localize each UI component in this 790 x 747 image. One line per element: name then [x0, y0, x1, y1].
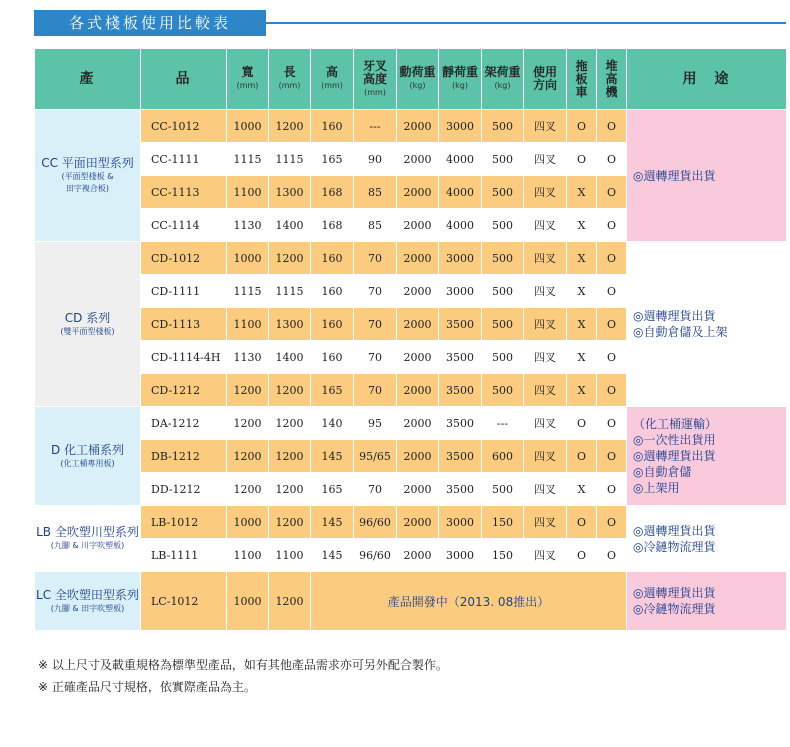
cell-dynamic-load: 2000	[397, 539, 439, 572]
header-direction	[524, 49, 567, 110]
cell-code: CD-1212	[141, 374, 227, 407]
header-width	[227, 49, 269, 110]
cell-code: DA-1212	[141, 407, 227, 440]
cell-height: 145	[311, 506, 354, 539]
usage-line-lb-2: ◎冷鏈物流理貨	[633, 539, 716, 554]
cell-width: 1200	[227, 473, 269, 506]
series-sub-d: (化工桶專用板)	[60, 458, 115, 468]
cell-length: 1200	[269, 110, 311, 143]
cell-length: 1200	[269, 440, 311, 473]
cell-rack-load: 500	[482, 209, 524, 242]
cell-dynamic-load: 2000	[397, 275, 439, 308]
cell-pallet-truck: X	[567, 242, 597, 275]
series-name-lc: LC 全吹塑田型系列	[36, 587, 139, 602]
cell-height: 160	[311, 341, 354, 374]
cell-height: 165	[311, 374, 354, 407]
title-underline	[266, 22, 786, 24]
cell-stacker: O	[597, 110, 627, 143]
header-fork-height	[354, 49, 397, 110]
usage-cell-cd	[627, 242, 787, 407]
cell-pallet-truck: X	[567, 176, 597, 209]
cell-rack-load: 500	[482, 473, 524, 506]
cell-fork-height: 70	[354, 275, 397, 308]
cell-rack-load: 500	[482, 242, 524, 275]
lc-status: 產品開發中（2013. 08推出）	[311, 572, 627, 631]
table-row-lc	[35, 572, 787, 631]
cell-dynamic-load: 2000	[397, 341, 439, 374]
cell-code: CC-1114	[141, 209, 227, 242]
header-row	[35, 49, 787, 110]
cell-fork-height: 70	[354, 341, 397, 374]
table-row	[35, 242, 787, 275]
cell-height: 160	[311, 242, 354, 275]
cell-static-load: 3500	[439, 473, 482, 506]
cell-stacker: O	[597, 506, 627, 539]
cell-code: CD-1114-4H	[141, 341, 227, 374]
cell-code: LB-1111	[141, 539, 227, 572]
cell-fork-height: 70	[354, 308, 397, 341]
cell-direction: 四叉	[524, 473, 567, 506]
lc-length: 1200	[269, 572, 311, 631]
cell-dynamic-load: 2000	[397, 209, 439, 242]
series-sub-cc: (平面型棧板 & 田字複合板)	[61, 172, 114, 193]
cell-code: DB-1212	[141, 440, 227, 473]
cell-width: 1100	[227, 176, 269, 209]
cell-dynamic-load: 2000	[397, 242, 439, 275]
usage-cell-lb	[627, 506, 787, 572]
cell-height: 145	[311, 539, 354, 572]
header-usage: 用 途	[627, 49, 787, 110]
cell-code: CC-1113	[141, 176, 227, 209]
cell-rack-load: 600	[482, 440, 524, 473]
series-name-cc: CC 平面田型系列	[41, 156, 134, 170]
cell-static-load: 3000	[439, 539, 482, 572]
header-pallet-truck	[567, 49, 597, 110]
header-stacker	[597, 49, 627, 110]
cell-direction: 四叉	[524, 176, 567, 209]
cell-static-load: 3500	[439, 407, 482, 440]
cell-width: 1000	[227, 110, 269, 143]
cell-width: 1200	[227, 407, 269, 440]
cell-dynamic-load: 2000	[397, 440, 439, 473]
cell-fork-height: 90	[354, 143, 397, 176]
series-cell-lc	[35, 572, 141, 631]
cell-length: 1400	[269, 341, 311, 374]
cell-stacker: O	[597, 473, 627, 506]
header-width-label: 寬	[241, 65, 254, 79]
cell-stacker: O	[597, 341, 627, 374]
cell-direction: 四叉	[524, 374, 567, 407]
usage-line-d-2: ◎一次性出貨用	[633, 433, 716, 447]
cell-fork-height: 70	[354, 473, 397, 506]
cell-height: 145	[311, 440, 354, 473]
cell-dynamic-load: 2000	[397, 176, 439, 209]
header-dynamic-unit: (kg)	[409, 81, 426, 90]
series-name-d: D 化工桶系列	[50, 442, 125, 457]
usage-lc-2: ◎冷鏈物流理貨	[633, 602, 716, 616]
cell-static-load: 3500	[439, 440, 482, 473]
cell-pallet-truck: X	[567, 341, 597, 374]
cell-width: 1000	[227, 506, 269, 539]
cell-static-load: 3500	[439, 374, 482, 407]
series-sub-lc: (九腳 & 田字吹塑板)	[50, 603, 125, 613]
cell-length: 1400	[269, 209, 311, 242]
cell-rack-load: 500	[482, 110, 524, 143]
cell-height: 168	[311, 209, 354, 242]
header-height	[311, 49, 354, 110]
cell-length: 1300	[269, 308, 311, 341]
header-fork-height-unit: (mm)	[364, 87, 386, 97]
cell-length: 1100	[269, 539, 311, 572]
usage-line-d-4: ◎自動倉儲	[633, 465, 692, 479]
cell-length: 1200	[269, 374, 311, 407]
cell-dynamic-load: 2000	[397, 308, 439, 341]
cell-height: 165	[311, 473, 354, 506]
usage-cell-lc	[627, 572, 787, 631]
cell-length: 1200	[269, 473, 311, 506]
series-name-cd: CD 系列	[64, 310, 111, 325]
cell-pallet-truck: O	[567, 440, 597, 473]
series-cell-cc	[35, 110, 141, 242]
cell-length: 1200	[269, 242, 311, 275]
cell-stacker: O	[597, 242, 627, 275]
cell-stacker: O	[597, 308, 627, 341]
cell-rack-load: 500	[482, 143, 524, 176]
cell-rack-load: 500	[482, 275, 524, 308]
cell-pallet-truck: X	[567, 308, 597, 341]
cell-fork-height: ---	[354, 110, 397, 143]
cell-code: CD-1111	[141, 275, 227, 308]
cell-code: CC-1111	[141, 143, 227, 176]
cell-fork-height: 96/60	[354, 506, 397, 539]
header-static-load	[439, 49, 482, 110]
usage-cell-cc	[627, 110, 787, 242]
cell-height: 165	[311, 143, 354, 176]
comparison-table-wrap	[34, 48, 786, 631]
cell-direction: 四叉	[524, 440, 567, 473]
cell-static-load: 3000	[439, 110, 482, 143]
cell-pallet-truck: O	[567, 506, 597, 539]
cell-rack-load: 500	[482, 341, 524, 374]
title-bar	[34, 10, 786, 36]
lc-width: 1000	[227, 572, 269, 631]
cell-stacker: O	[597, 143, 627, 176]
cell-height: 140	[311, 407, 354, 440]
series-name-lb: LB 全吹塑川型系列	[36, 525, 139, 539]
header-pallet-truck-label: 拖板車	[575, 58, 588, 99]
cell-code: CD-1113	[141, 308, 227, 341]
usage-line-cd-2: ◎自動倉儲及上架	[633, 325, 728, 339]
header-product-2: 品	[141, 49, 227, 110]
cell-direction: 四叉	[524, 143, 567, 176]
header-direction-2: 方向	[532, 78, 557, 92]
header-stacker-label: 堆高機	[605, 58, 618, 99]
cell-direction: 四叉	[524, 539, 567, 572]
cell-fork-height: 95/65	[354, 440, 397, 473]
cell-stacker: O	[597, 440, 627, 473]
cell-rack-load: 150	[482, 539, 524, 572]
page-title: 各式棧板使用比較表	[34, 10, 266, 36]
table-row	[35, 506, 787, 539]
footnote-1: ※ 以上尺寸及載重規格為標準型產品，如有其他產品需求亦可另外配合製作。	[38, 658, 448, 672]
cell-static-load: 4000	[439, 143, 482, 176]
usage-lc-1: ◎週轉理貨出貨	[633, 586, 716, 600]
cell-width: 1100	[227, 308, 269, 341]
table-row	[35, 407, 787, 440]
usage-line-d-3: ◎週轉理貨出貨	[633, 449, 716, 463]
cell-length: 1200	[269, 407, 311, 440]
cell-length: 1115	[269, 143, 311, 176]
cell-direction: 四叉	[524, 308, 567, 341]
cell-fork-height: 85	[354, 209, 397, 242]
usage-line-cd-1: ◎週轉理貨出貨	[633, 309, 716, 323]
usage-line-d-1: （化工桶運輸）	[633, 417, 718, 431]
cell-direction: 四叉	[524, 506, 567, 539]
cell-static-load: 4000	[439, 176, 482, 209]
cell-dynamic-load: 2000	[397, 506, 439, 539]
header-height-label: 高	[325, 65, 338, 79]
usage-line-cc-1: ◎週轉理貨出貨	[633, 168, 716, 183]
header-static-unit: (kg)	[452, 81, 468, 90]
cell-static-load: 3500	[439, 341, 482, 374]
cell-static-load: 4000	[439, 209, 482, 242]
header-rack-unit: (kg)	[494, 81, 511, 90]
usage-line-d-5: ◎上架用	[633, 481, 680, 495]
cell-height: 160	[311, 308, 354, 341]
cell-rack-load: ---	[482, 407, 524, 440]
cell-width: 1115	[227, 275, 269, 308]
footnotes	[38, 654, 778, 698]
cell-code: DD-1212	[141, 473, 227, 506]
cell-direction: 四叉	[524, 209, 567, 242]
cell-static-load: 3000	[439, 506, 482, 539]
cell-width: 1200	[227, 440, 269, 473]
header-direction-1: 使用	[532, 65, 557, 79]
cell-stacker: O	[597, 176, 627, 209]
header-product-1: 產	[35, 49, 141, 110]
header-dynamic-label: 動荷重	[399, 65, 436, 79]
cell-dynamic-load: 2000	[397, 374, 439, 407]
cell-dynamic-load: 2000	[397, 407, 439, 440]
header-rack-load	[482, 49, 524, 110]
cell-length: 1115	[269, 275, 311, 308]
cell-width: 1000	[227, 242, 269, 275]
cell-pallet-truck: X	[567, 473, 597, 506]
cell-height: 160	[311, 275, 354, 308]
cell-code: CD-1012	[141, 242, 227, 275]
cell-pallet-truck: X	[567, 209, 597, 242]
cell-direction: 四叉	[524, 242, 567, 275]
usage-line-lb-1: ◎週轉理貨出貨	[633, 523, 716, 538]
cell-width: 1100	[227, 539, 269, 572]
cell-length: 1200	[269, 506, 311, 539]
cell-dynamic-load: 2000	[397, 473, 439, 506]
cell-stacker: O	[597, 209, 627, 242]
header-length-label: 長	[283, 65, 296, 79]
header-height-unit: (mm)	[321, 81, 343, 90]
cell-pallet-truck: O	[567, 407, 597, 440]
cell-pallet-truck: X	[567, 275, 597, 308]
cell-rack-load: 500	[482, 176, 524, 209]
cell-pallet-truck: O	[567, 110, 597, 143]
series-cell-lb	[35, 506, 141, 572]
cell-code: CC-1012	[141, 110, 227, 143]
header-fork-height-1: 牙叉	[362, 58, 387, 73]
cell-stacker: O	[597, 374, 627, 407]
header-dynamic-load	[397, 49, 439, 110]
cell-width: 1130	[227, 341, 269, 374]
cell-direction: 四叉	[524, 341, 567, 374]
header-width-unit: (mm)	[236, 81, 259, 90]
cell-static-load: 3000	[439, 242, 482, 275]
table-body	[35, 110, 787, 631]
header-fork-height-2: 高度	[362, 71, 387, 86]
cell-direction: 四叉	[524, 407, 567, 440]
cell-direction: 四叉	[524, 110, 567, 143]
cell-code: LB-1012	[141, 506, 227, 539]
series-cell-d	[35, 407, 141, 506]
cell-fork-height: 70	[354, 374, 397, 407]
cell-rack-load: 500	[482, 374, 524, 407]
cell-length: 1300	[269, 176, 311, 209]
header-rack-label: 架荷重	[484, 65, 521, 79]
cell-width: 1200	[227, 374, 269, 407]
lc-code: LC-1012	[141, 572, 227, 631]
cell-rack-load: 500	[482, 308, 524, 341]
series-cell-cd	[35, 242, 141, 407]
pallet-comparison-table	[34, 48, 787, 631]
cell-direction: 四叉	[524, 275, 567, 308]
cell-height: 160	[311, 110, 354, 143]
cell-fork-height: 95	[354, 407, 397, 440]
cell-stacker: O	[597, 275, 627, 308]
cell-pallet-truck: O	[567, 143, 597, 176]
cell-height: 168	[311, 176, 354, 209]
cell-dynamic-load: 2000	[397, 110, 439, 143]
cell-pallet-truck: O	[567, 539, 597, 572]
table-row	[35, 110, 787, 143]
cell-width: 1130	[227, 209, 269, 242]
cell-static-load: 3000	[439, 275, 482, 308]
cell-fork-height: 85	[354, 176, 397, 209]
cell-fork-height: 70	[354, 242, 397, 275]
header-static-label: 靜荷重	[441, 65, 478, 79]
cell-width: 1115	[227, 143, 269, 176]
cell-rack-load: 150	[482, 506, 524, 539]
cell-dynamic-load: 2000	[397, 143, 439, 176]
cell-fork-height: 96/60	[354, 539, 397, 572]
cell-pallet-truck: X	[567, 374, 597, 407]
cell-stacker: O	[597, 539, 627, 572]
header-length-unit: (mm)	[278, 81, 301, 90]
header-length	[269, 49, 311, 110]
cell-static-load: 3500	[439, 308, 482, 341]
series-sub-lb: (九腳 & 川字吹塑板)	[50, 541, 125, 550]
footnote-2: ※ 正確產品尺寸規格，依實際產品為主。	[38, 680, 256, 694]
cell-stacker: O	[597, 407, 627, 440]
usage-cell-d	[627, 407, 787, 506]
series-sub-cd: (雙平面型棧板)	[60, 326, 115, 336]
